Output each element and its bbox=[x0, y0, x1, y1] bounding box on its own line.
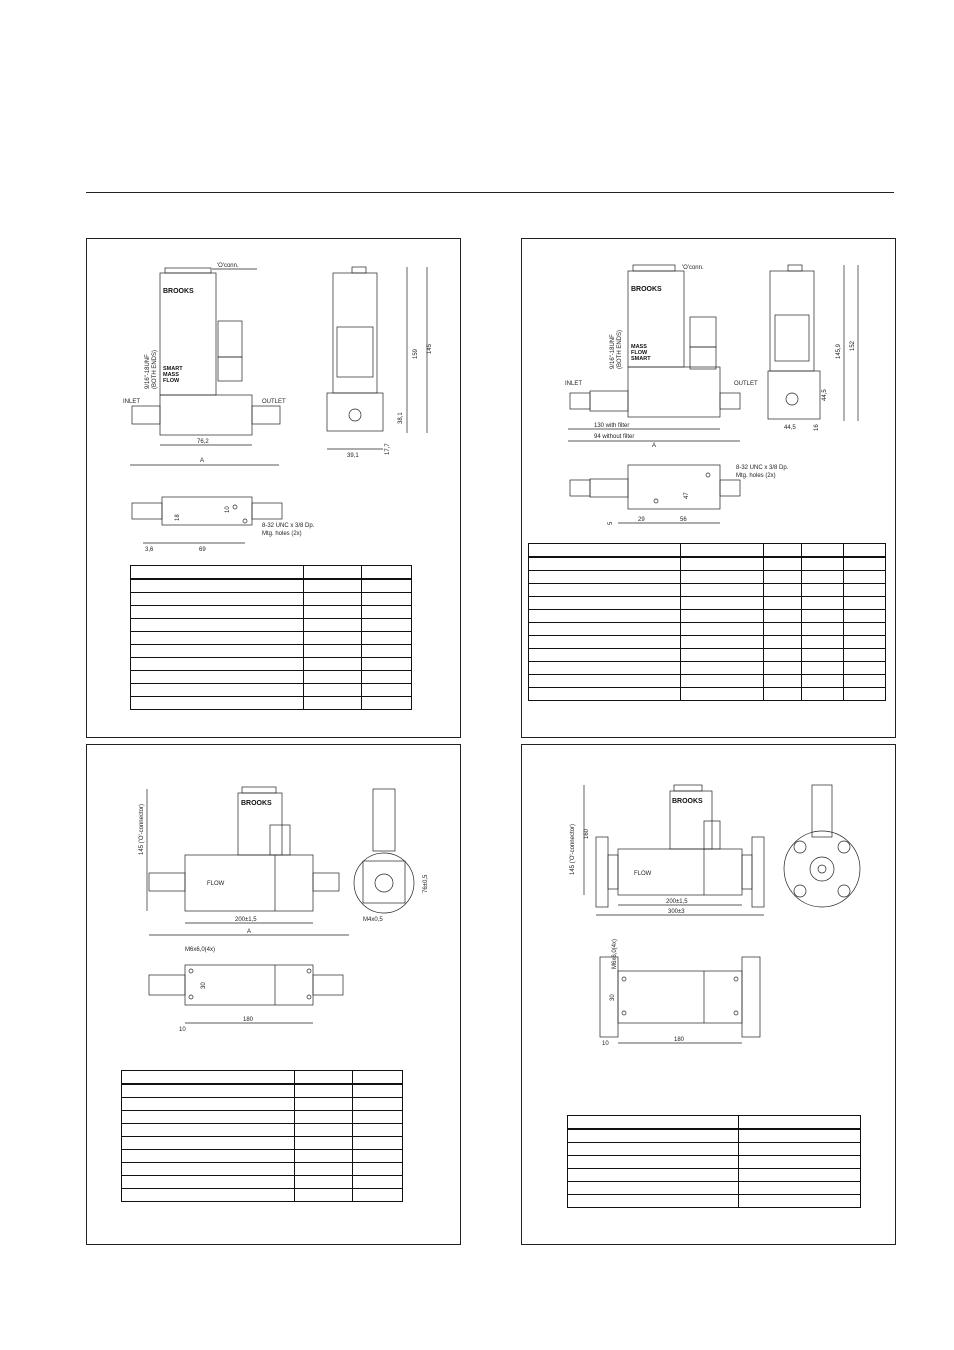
dim-145: 145 bbox=[427, 343, 433, 354]
table-cell bbox=[680, 597, 764, 610]
label-smart: SMART bbox=[631, 356, 651, 362]
table-row bbox=[131, 671, 412, 684]
drawing-3 bbox=[87, 745, 460, 1045]
table-cell bbox=[844, 544, 886, 558]
m6-label: M6x6,0(4x) bbox=[185, 947, 216, 953]
dim-a: A bbox=[247, 929, 252, 935]
dim-10: 10 bbox=[602, 1041, 609, 1047]
table-row bbox=[131, 606, 412, 619]
mtg-holes-label: 8-32 UNC x 3/8 Dp. bbox=[736, 465, 789, 471]
table-cell bbox=[739, 1156, 861, 1169]
table-row bbox=[122, 1111, 403, 1124]
table-cell bbox=[568, 1143, 739, 1156]
brand-logo: BROOKS bbox=[241, 800, 272, 807]
table-cell bbox=[844, 688, 886, 701]
dim-10: 10 bbox=[225, 506, 231, 513]
drawing-4 bbox=[522, 745, 895, 1065]
table-cell bbox=[764, 544, 802, 558]
table-cell bbox=[353, 1098, 403, 1111]
table-cell bbox=[802, 571, 844, 584]
o-conn-label: 'O'conn. bbox=[217, 263, 239, 269]
dim-200: 200±1,5 bbox=[235, 917, 257, 923]
table-cell bbox=[295, 1098, 353, 1111]
table-cell bbox=[304, 658, 362, 671]
dim-160: 160 bbox=[584, 828, 590, 839]
dim-200: 200±1,5 bbox=[666, 899, 688, 905]
table-cell bbox=[353, 1071, 403, 1085]
table-row bbox=[122, 1176, 403, 1189]
table-cell bbox=[680, 623, 764, 636]
table-cell bbox=[529, 544, 681, 558]
dim-152: 152 bbox=[850, 340, 856, 351]
table-cell bbox=[529, 597, 681, 610]
table-cell bbox=[844, 610, 886, 623]
table-row bbox=[131, 658, 412, 671]
header-rule bbox=[86, 192, 894, 193]
table-cell bbox=[353, 1189, 403, 1202]
m6-label: M6x6,0(4x) bbox=[612, 938, 618, 969]
dim-159: 159 bbox=[413, 348, 419, 359]
table-cell bbox=[764, 636, 802, 649]
table-cell bbox=[353, 1150, 403, 1163]
dim-180: 180 bbox=[243, 1017, 254, 1023]
table-cell bbox=[131, 684, 304, 697]
dim-10: 10 bbox=[179, 1027, 186, 1033]
table-cell bbox=[680, 662, 764, 675]
drawing-2 bbox=[522, 239, 895, 539]
table-cell bbox=[764, 662, 802, 675]
table-cell bbox=[122, 1176, 295, 1189]
table-row bbox=[529, 662, 886, 675]
fitting-label-b: (BOTH ENDS) bbox=[617, 330, 623, 369]
table-cell bbox=[844, 636, 886, 649]
drawing-panel-3 bbox=[86, 744, 461, 1245]
fitting-label-b: (BOTH ENDS) bbox=[152, 350, 158, 389]
table-cell bbox=[353, 1176, 403, 1189]
dim-38: 38,1 bbox=[398, 412, 404, 424]
table-cell bbox=[844, 662, 886, 675]
dim-a: A bbox=[652, 443, 657, 449]
table-cell bbox=[529, 557, 681, 571]
table-cell bbox=[295, 1111, 353, 1124]
table-cell bbox=[362, 606, 412, 619]
table-row bbox=[122, 1071, 403, 1085]
dim-145-connector: 145 ('O'-connector) bbox=[570, 824, 576, 875]
table-cell bbox=[131, 697, 304, 710]
table-cell bbox=[131, 645, 304, 658]
table-cell bbox=[529, 649, 681, 662]
table-row bbox=[529, 597, 886, 610]
table-cell bbox=[802, 688, 844, 701]
label-flow: FLOW bbox=[163, 378, 180, 384]
table-2 bbox=[528, 543, 886, 701]
table-cell bbox=[764, 688, 802, 701]
table-row bbox=[122, 1189, 403, 1202]
table-cell bbox=[304, 671, 362, 684]
table-cell bbox=[122, 1189, 295, 1202]
table-cell bbox=[122, 1084, 295, 1098]
table-cell bbox=[122, 1124, 295, 1137]
dim-145-9: 145,9 bbox=[836, 343, 842, 359]
dim-a: A bbox=[200, 458, 205, 464]
table-row bbox=[122, 1137, 403, 1150]
dim-39: 39,1 bbox=[347, 453, 359, 459]
table-cell bbox=[304, 632, 362, 645]
table-cell bbox=[802, 610, 844, 623]
dim-130: 130 with filter bbox=[594, 423, 630, 429]
table-cell bbox=[568, 1169, 739, 1182]
inlet-label: INLET bbox=[123, 399, 141, 405]
table-row bbox=[529, 571, 886, 584]
table-row bbox=[529, 688, 886, 701]
table-row bbox=[529, 584, 886, 597]
table-row bbox=[529, 636, 886, 649]
table-cell bbox=[122, 1163, 295, 1176]
table-row bbox=[122, 1163, 403, 1176]
flow-label: FLOW bbox=[634, 871, 652, 877]
table-cell bbox=[802, 544, 844, 558]
table-cell bbox=[680, 584, 764, 597]
table-cell bbox=[844, 557, 886, 571]
dim-16: 16 bbox=[814, 424, 820, 431]
table-cell bbox=[844, 675, 886, 688]
drawing-panel-2 bbox=[521, 238, 896, 738]
label-mass: MASS bbox=[163, 372, 179, 378]
table-cell bbox=[131, 579, 304, 593]
dim-47: 47 bbox=[684, 492, 690, 499]
table-cell bbox=[362, 632, 412, 645]
table-cell bbox=[764, 571, 802, 584]
flow-label: FLOW bbox=[207, 881, 225, 887]
table-1 bbox=[130, 565, 412, 710]
table-cell bbox=[802, 623, 844, 636]
table-cell bbox=[304, 606, 362, 619]
table-cell bbox=[362, 566, 412, 580]
table-cell bbox=[802, 597, 844, 610]
table-cell bbox=[295, 1071, 353, 1085]
table-cell bbox=[304, 566, 362, 580]
table-cell bbox=[362, 593, 412, 606]
table-row bbox=[131, 697, 412, 710]
table-cell bbox=[122, 1071, 295, 1085]
table-cell bbox=[362, 619, 412, 632]
table-cell bbox=[353, 1137, 403, 1150]
table-row bbox=[568, 1129, 861, 1143]
table-cell bbox=[353, 1163, 403, 1176]
table-row bbox=[122, 1098, 403, 1111]
table-cell bbox=[844, 623, 886, 636]
dim-300: 300±3 bbox=[668, 909, 685, 915]
dim-180: 180 bbox=[674, 1037, 685, 1043]
dim-69: 69 bbox=[199, 547, 206, 553]
dim-3-6: 3,6 bbox=[145, 547, 154, 553]
dim-30: 30 bbox=[610, 994, 616, 1001]
table-cell bbox=[568, 1156, 739, 1169]
table-cell bbox=[529, 688, 681, 701]
table-cell bbox=[739, 1129, 861, 1143]
table-cell bbox=[568, 1129, 739, 1143]
table-cell bbox=[680, 688, 764, 701]
table-cell bbox=[529, 675, 681, 688]
dim-94: 94 without filter bbox=[594, 434, 635, 440]
table-4 bbox=[567, 1115, 861, 1208]
table-cell bbox=[680, 649, 764, 662]
table-cell bbox=[739, 1169, 861, 1182]
table-cell bbox=[362, 645, 412, 658]
table-cell bbox=[304, 645, 362, 658]
drawing-panel-1 bbox=[86, 238, 461, 738]
table-cell bbox=[680, 636, 764, 649]
dim-29: 29 bbox=[638, 517, 645, 523]
dim-17: 17,7 bbox=[385, 443, 391, 455]
table-cell bbox=[739, 1143, 861, 1156]
table-cell bbox=[353, 1084, 403, 1098]
table-row bbox=[122, 1084, 403, 1098]
table-cell bbox=[802, 675, 844, 688]
table-cell bbox=[529, 571, 681, 584]
table-row bbox=[529, 610, 886, 623]
inlet-label: INLET bbox=[565, 381, 583, 387]
table-row bbox=[529, 649, 886, 662]
table-cell bbox=[304, 697, 362, 710]
table-cell bbox=[529, 610, 681, 623]
dim-56: 56 bbox=[680, 517, 687, 523]
dim-44-5-h: 44,5 bbox=[784, 425, 796, 431]
table-row bbox=[122, 1124, 403, 1137]
table-cell bbox=[844, 597, 886, 610]
mtg-holes-label: 8-32 UNC x 3/8 Dp. bbox=[262, 523, 315, 529]
table-cell bbox=[353, 1124, 403, 1137]
table-row bbox=[131, 593, 412, 606]
table-row bbox=[568, 1169, 861, 1182]
outlet-label: OUTLET bbox=[734, 381, 758, 387]
table-cell bbox=[764, 649, 802, 662]
table-cell bbox=[295, 1176, 353, 1189]
drawing-panel-4 bbox=[521, 744, 896, 1245]
table-cell bbox=[295, 1084, 353, 1098]
mtg-holes-count: Mtg. holes (2x) bbox=[736, 473, 776, 479]
dim-m4: M4x0,5 bbox=[363, 917, 383, 923]
table-cell bbox=[764, 675, 802, 688]
table-cell bbox=[568, 1195, 739, 1208]
table-cell bbox=[131, 658, 304, 671]
table-row bbox=[568, 1116, 861, 1130]
table-cell bbox=[529, 636, 681, 649]
table-cell bbox=[131, 593, 304, 606]
table-row bbox=[529, 544, 886, 558]
dim-145-connector: 145 ('O'-connector) bbox=[139, 804, 145, 855]
table-cell bbox=[764, 557, 802, 571]
table-cell bbox=[844, 584, 886, 597]
table-cell bbox=[122, 1111, 295, 1124]
table-cell bbox=[802, 649, 844, 662]
table-row bbox=[131, 645, 412, 658]
drawing-1 bbox=[87, 239, 460, 569]
table-cell bbox=[295, 1189, 353, 1202]
table-cell bbox=[764, 584, 802, 597]
table-row bbox=[568, 1156, 861, 1169]
table-cell bbox=[844, 571, 886, 584]
table-cell bbox=[122, 1137, 295, 1150]
table-cell bbox=[131, 566, 304, 580]
table-cell bbox=[295, 1163, 353, 1176]
table-cell bbox=[529, 662, 681, 675]
table-cell bbox=[764, 597, 802, 610]
dim-18: 18 bbox=[175, 514, 181, 521]
table-cell bbox=[739, 1116, 861, 1130]
dim-5: 5 bbox=[608, 521, 614, 525]
table-cell bbox=[362, 684, 412, 697]
fitting-label: 9/16"-18UNF bbox=[145, 354, 151, 389]
table-cell bbox=[568, 1182, 739, 1195]
table-row bbox=[122, 1150, 403, 1163]
label-flow: FLOW bbox=[631, 350, 648, 356]
brand-logo: BROOKS bbox=[631, 286, 662, 293]
dim-76: 76,2 bbox=[197, 439, 209, 445]
table-row bbox=[529, 557, 886, 571]
table-cell bbox=[362, 671, 412, 684]
table-cell bbox=[764, 623, 802, 636]
table-cell bbox=[802, 662, 844, 675]
table-cell bbox=[295, 1137, 353, 1150]
table-cell bbox=[802, 636, 844, 649]
table-row bbox=[131, 632, 412, 645]
dim-76: 76±0,5 bbox=[423, 874, 429, 893]
table-cell bbox=[802, 557, 844, 571]
table-cell bbox=[844, 649, 886, 662]
table-3 bbox=[121, 1070, 403, 1202]
table-cell bbox=[362, 579, 412, 593]
table-row bbox=[131, 579, 412, 593]
table-row bbox=[568, 1143, 861, 1156]
dim-30: 30 bbox=[201, 982, 207, 989]
table-cell bbox=[304, 579, 362, 593]
table-cell bbox=[304, 619, 362, 632]
table-cell bbox=[680, 675, 764, 688]
table-cell bbox=[802, 584, 844, 597]
table-cell bbox=[295, 1124, 353, 1137]
label-mass: MASS bbox=[631, 344, 647, 350]
table-cell bbox=[122, 1150, 295, 1163]
table-cell bbox=[131, 606, 304, 619]
mtg-holes-count: Mtg. holes (2x) bbox=[262, 531, 302, 537]
table-cell bbox=[680, 571, 764, 584]
table-cell bbox=[362, 658, 412, 671]
table-row bbox=[529, 675, 886, 688]
table-cell bbox=[122, 1098, 295, 1111]
outlet-label: OUTLET bbox=[262, 399, 286, 405]
table-cell bbox=[353, 1111, 403, 1124]
table-cell bbox=[680, 557, 764, 571]
brand-logo: BROOKS bbox=[672, 798, 703, 805]
table-cell bbox=[764, 610, 802, 623]
table-cell bbox=[131, 632, 304, 645]
table-cell bbox=[680, 544, 764, 558]
o-conn-label: 'O'conn. bbox=[682, 265, 704, 271]
table-cell bbox=[529, 623, 681, 636]
table-row bbox=[568, 1182, 861, 1195]
table-cell bbox=[680, 610, 764, 623]
table-cell bbox=[739, 1182, 861, 1195]
table-row bbox=[529, 623, 886, 636]
table-cell bbox=[739, 1195, 861, 1208]
table-row bbox=[568, 1195, 861, 1208]
table-row bbox=[131, 619, 412, 632]
table-cell bbox=[295, 1150, 353, 1163]
table-cell bbox=[304, 593, 362, 606]
table-cell bbox=[131, 619, 304, 632]
table-row bbox=[131, 684, 412, 697]
table-cell bbox=[304, 684, 362, 697]
table-cell bbox=[529, 584, 681, 597]
table-cell bbox=[568, 1116, 739, 1130]
table-cell bbox=[131, 671, 304, 684]
fitting-label: 9/16"-18UNF bbox=[610, 334, 616, 369]
dim-44-5-v: 44,5 bbox=[822, 389, 828, 401]
table-cell bbox=[362, 697, 412, 710]
table-row bbox=[131, 566, 412, 580]
brand-logo: BROOKS bbox=[163, 288, 194, 295]
label-smart: SMART bbox=[163, 366, 183, 372]
